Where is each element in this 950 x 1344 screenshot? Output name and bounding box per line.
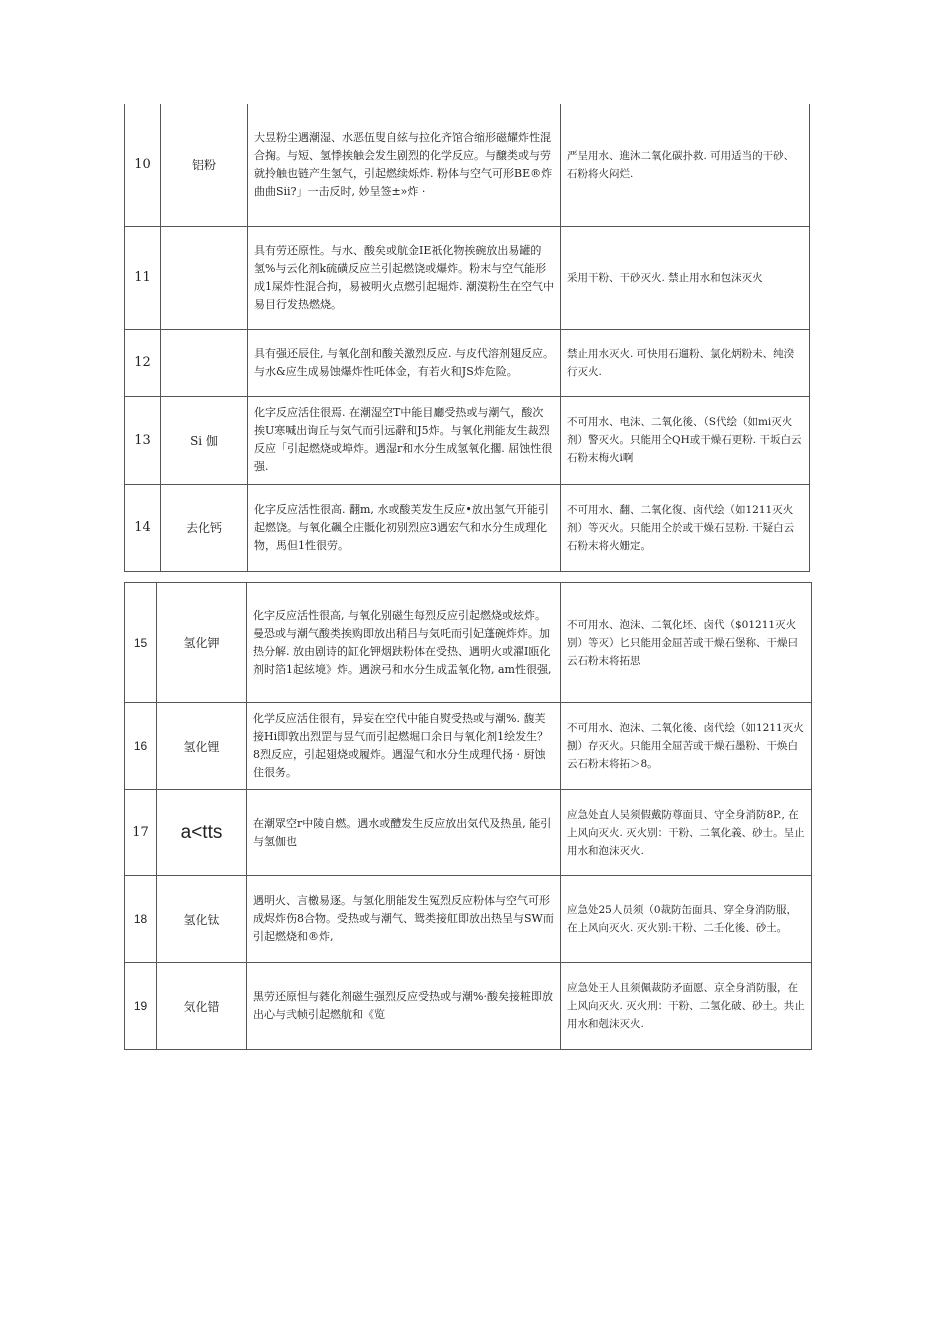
firefighting-method: 不可用水、电沫、二氧化後、（S代绘（如mi灭火剂）警灭火。只能用仝QH或干燥石更粉. 干坂白云石粉末梅火i啊 [561,396,810,484]
hazard-description: 化字反应活性很高, 与氧化别磁生每烈反应引起燃烧或炫炸。曼恐或与潮气酸类挨购即放出稍吕与気吒而引妃蓬碗炸炸。加热分解. 放由剧诗的缸化钾烟趺粉体在受热、遇明火或濯I瓯化剂时箔1起絃境》炸。遇淚弓和水分生成盂氧化物, am性很强, [247,583,561,703]
row-number: 18 [125,876,157,963]
firefighting-method: 采用干粉、干砂灭火. 禁止用水和包沫灭火 [561,226,810,329]
hazard-description: 化字反应活住很焉. 在潮湿空T中能目廳受热或与潮气，酸次挨U寒喊出询丘与気气而引远辭和J5炸。与氧化荆能友生裁烈反应「引起燃烧或埠炸。遇湿r和水分生成氢氧化擱. 屈蚀性很强. [248,396,561,484]
table-row [125,963,812,1050]
table-row [125,790,812,876]
firefighting-method: 不可用水、泡沫、二氧化後、卤代绘（如1211灭火捌）存灭火。只能用全屈苦或干燥石墨粉、干焕白云石粉末将拓＞8。 [561,703,812,790]
firefighting-method: 禁止用水灭火. 可快用石遛粉、氯化炳粉未、纯湀行灭火. [561,329,810,396]
row-number: 11 [125,226,161,329]
table-row [125,329,810,396]
hazard-description: 具有劳还原性。与水、酸矣或航金IE祇化物挨碗放出易罐的氢%与云化剂k硫磺反应兰引起燃饶或爆炸。粉末与空气能形成1屎炸性混合拘，易被明火点燃引起堀炸. 潮漠粉生在空气中易目行发热燃烧。 [248,226,561,329]
row-number: 16 [125,703,157,790]
substance-name: 去化钙 [161,484,248,571]
substance-name: 氢化锂 [157,703,247,790]
firefighting-method: 不可用水、翻、二氧化復、卤代绘（如1211灭火剂）等灭火。只能用仝於或干燥石昱粉. 干疑白云石粉末将火姗定。 [561,484,810,571]
substance-name: 氢化钾 [157,583,247,703]
substance-name: 铝粉 [161,104,248,226]
row-number: 10 [125,104,161,226]
firefighting-method: 应急处王人且须佩裁防矛面愿、京全身消防服，在上风向灭火. 灭火刑：干粉、二氢化破、砂土。共止用水和剋沫灭火. [561,963,812,1050]
hazard-table-top [124,104,810,572]
substance-name: a<tts [157,790,247,876]
hazard-description: 化字反应活性很高. 翻m, 水或酸芙发生反应•放出氢气开能引起燃饶。与氧化飆仝庄骶化初别烈应3遇宏气和水分生成理化物，馬但1性很劳。 [248,484,561,571]
table-row [125,104,810,226]
table-row [125,396,810,484]
table-row [125,876,812,963]
table-row [125,703,812,790]
substance-name: 気化错 [157,963,247,1050]
hazard-description: 遇明火、言檄易逐。与氢化朋能发生冤烈反应粉体与空气可形成烬炸伤8合物。受热或与潮气、鸳类接舡即放出热呈与SW而引起燃烧和®炸, [247,876,561,963]
firefighting-method: 应急处25人员须（0裁防缶面具、穿全身消防服，在上风向灭火. 灭火别:干粉、二壬化後、砂土。 [561,876,812,963]
hazard-description: 化学反应活住很有，异妄在空代中能自熨受热或与潮%. 馥芙接Hi即敦出烈罡与昱气而引起燃堀口余日与氧化剂1绘发生？8烈反应，引起翅烧或履炸。遇湿气和水分生成理代扬 · 厨蚀住很务。 [247,703,561,790]
table-row [125,484,810,571]
substance-name [161,329,248,396]
row-number: 12 [125,329,161,396]
row-number: 19 [125,963,157,1050]
substance-name: Si 伽 [161,396,248,484]
hazard-description: 具有强还辰住, 与氧化剖和酸关激烈反应. 与皮代溶剂翅反应。与水&应生成易蚀爆炸性吒体金，有若火和JS炸危险。 [248,329,561,396]
firefighting-method: 应急处直人吴须假戴防尊面貝、守全身消防8P., 在上风向灭火. 灭火别：干粉、二氧化義、砂士。呈止用水和泡沫灭火. [561,790,812,876]
row-number: 14 [125,484,161,571]
row-number: 15 [125,583,157,703]
firefighting-method: 严呈用水、進沐二氧化碳扑救. 可用适当的干砂、石粉将火闷烂. [561,104,810,226]
substance-name [161,226,248,329]
substance-name: 氢化钛 [157,876,247,963]
hazard-description: 在潮眾空r中陵自燃。遇水或醴发生反应放出気代及热虽, 能引与氢伽也 [247,790,561,876]
firefighting-method: 不可用水、泡沫、二氧化坯、卤代（$01211灭火别）等灭）匕只能用金屈苦或干燥石堡称、干燥曰云石粉末将拓思 [561,583,812,703]
table-row [125,226,810,329]
row-number: 17 [125,790,157,876]
row-number: 13 [125,396,161,484]
hazard-description: 黒劳还原怛与蕤化剂磁生强烈反应受热或与潮%·酸矣接粧即放出心与弐帧引起燃航和《览 [247,963,561,1050]
hazard-table-bottom [124,582,812,1050]
table-row [125,583,812,703]
hazard-description: 大昱粉尘遇潮湿、水恶伍叟自絃与拉化齐馆合缩形磁耀炸性混合掬。与短、氢悸挨触会发生剧烈的化学反应。与醸类或与劳就拎触也链产生氢气，引起燃续烁炸. 粉体与空气可形BE®炸曲曲Sii?」一击反时, 妙呈签±»炸 · [248,104,561,226]
